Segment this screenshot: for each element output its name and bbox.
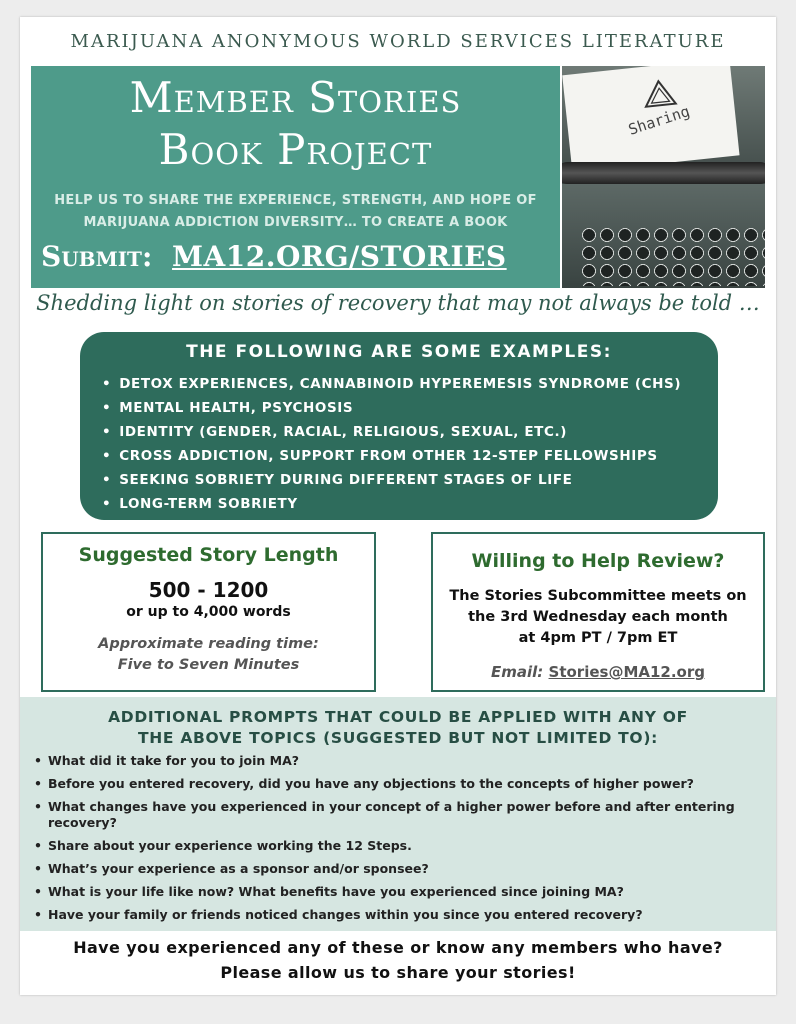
typewriter-paper-text: Sharing (626, 102, 692, 139)
story-length-alt: or up to 4,000 words (126, 604, 291, 620)
tagline: Shedding light on stories of recovery that may not always be told … (36, 291, 760, 315)
review-title: Willing to Help Review? (471, 550, 725, 572)
review-schedule (433, 586, 763, 649)
prompts-heading (20, 707, 776, 749)
example-item: • SEEKING SOBRIETY DURING DIFFERENT STAGES OF LIFE (102, 468, 681, 492)
hero-title-line2: Book Project (158, 125, 433, 174)
hero-title-line1: Member Stories (129, 73, 462, 122)
prompt-item: • Have your family or friends noticed changes within you since you entered recovery? (34, 907, 764, 923)
examples-list (102, 372, 681, 516)
review-line2: the 3rd Wednesday each month (468, 609, 728, 625)
prompts-heading-line2: THE ABOVE TOPICS (SUGGESTED BUT NOT LIMITED TO): (137, 729, 658, 747)
email-label: Email (491, 663, 538, 681)
prompts-heading-line1: ADDITIONAL PROMPTS THAT COULD BE APPLIED WITH ANY OF (108, 708, 688, 726)
submit-url-link[interactable]: MA12.ORG/STORIES (172, 240, 507, 273)
prompt-item: • Before you entered recovery, did you have any objections to the concepts of higher power? (34, 776, 764, 792)
email-link[interactable]: Stories@MA12.org (548, 663, 705, 681)
example-item: • LONG-TERM SOBRIETY (102, 492, 681, 516)
review-email-row (433, 663, 763, 681)
org-title: MARIJUANA ANONYMOUS WORLD SERVICES LITERATURE (70, 31, 726, 52)
examples-heading: THE FOLLOWING ARE SOME EXAMPLES: (186, 342, 612, 362)
prompt-item: • Share about your experience working the 12 Steps. (34, 838, 764, 854)
closing-line1: Have you experienced any of these or know any members who have? (73, 938, 723, 957)
flyer-page (20, 17, 776, 995)
prompt-item: • What changes have you experienced in your concept of a higher power before and after entering recovery? (34, 799, 764, 831)
typewriter-roller (562, 162, 765, 184)
review-box (431, 532, 765, 692)
prompt-item: • What is your life like now? What benefits have you experienced since joining MA? (34, 884, 764, 900)
hero-subtitle-line1: HELP US TO SHARE THE EXPERIENCE, STRENGTH, AND HOPE OF (54, 193, 537, 208)
prompts-section (20, 697, 776, 931)
hero-subtitle (41, 190, 550, 234)
typewriter-paper (562, 66, 739, 173)
example-item: • CROSS ADDICTION, SUPPORT FROM OTHER 12-STEP FELLOWSHIPS (102, 444, 681, 468)
reading-time-note (43, 634, 374, 676)
review-line1: The Stories Subcommittee meets on (449, 588, 747, 604)
prompts-list (34, 753, 764, 930)
story-length-title: Suggested Story Length (78, 544, 339, 566)
review-line3: at 4pm PT / 7pm ET (518, 630, 678, 646)
example-item: • IDENTITY (GENDER, RACIAL, RELIGIOUS, SEXUAL, ETC.) (102, 420, 681, 444)
example-item: • DETOX EXPERIENCES, CANNABINOID HYPEREMESIS SYNDROME (CHS) (102, 372, 681, 396)
email-colon: : (537, 663, 549, 681)
ma-triangle-logo-icon (641, 78, 678, 109)
closing-line2: Please allow us to share your stories! (220, 963, 576, 982)
examples-panel (80, 332, 718, 520)
submit-row (41, 240, 556, 273)
typewriter-image (562, 66, 765, 288)
story-length-range: 500 - 1200 (148, 578, 269, 602)
hero-banner (31, 66, 560, 288)
typewriter-keys (580, 226, 765, 286)
prompt-item: • What did it take for you to join MA? (34, 753, 764, 769)
hero-title (31, 72, 560, 176)
prompt-item: • What’s your experience as a sponsor and/or sponsee? (34, 861, 764, 877)
reading-time-line1: Approximate reading time: (98, 636, 319, 652)
closing-message (20, 935, 776, 985)
submit-label: Submit: (41, 240, 153, 273)
story-length-box (41, 532, 376, 692)
example-item: • MENTAL HEALTH, PSYCHOSIS (102, 396, 681, 420)
reading-time-line2: Five to Seven Minutes (117, 657, 300, 673)
hero-subtitle-line2: MARIJUANA ADDICTION DIVERSITY… TO CREATE A BOOK (83, 215, 508, 230)
